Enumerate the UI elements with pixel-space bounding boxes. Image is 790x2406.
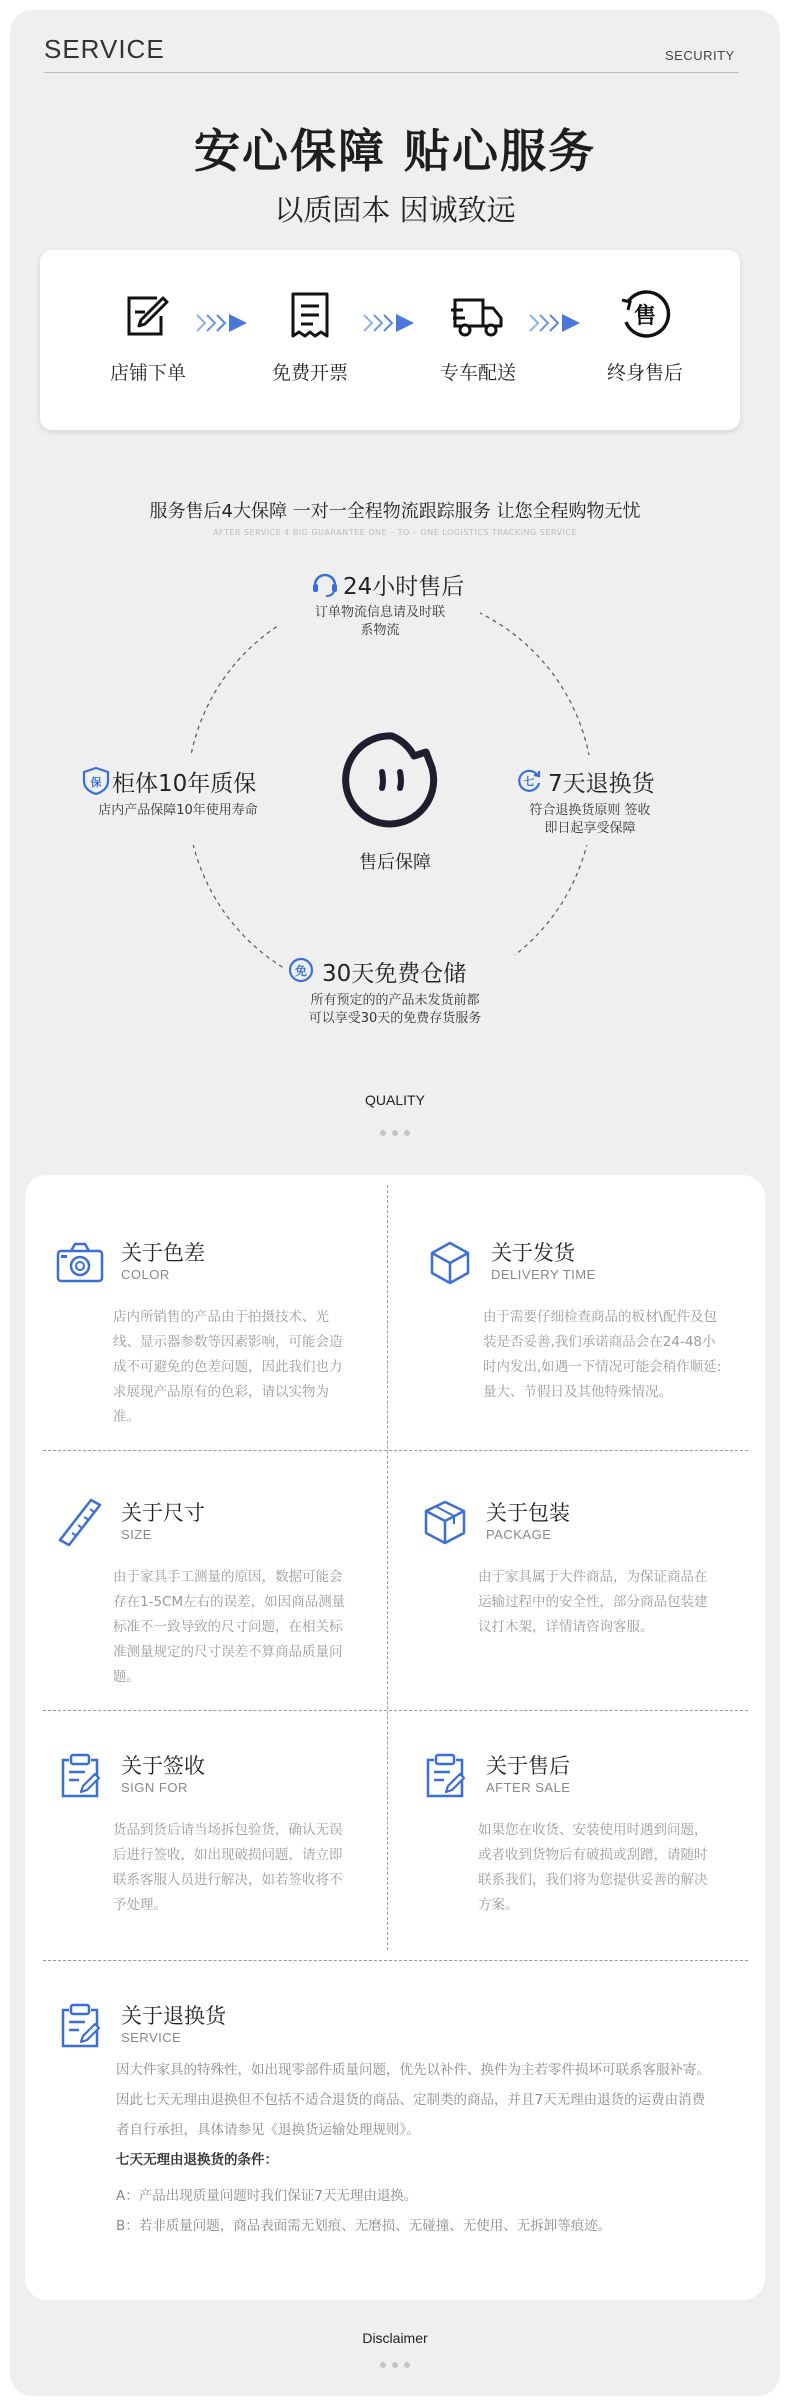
pagination-dots — [372, 2362, 418, 2370]
condition-b: B：若非质量问题，商品表面需无划痕、无磨损、无碰撞、无使用、无拆卸等痕迹。 — [116, 2218, 612, 2234]
node-24h-desc-line2: 系物流 — [360, 623, 400, 638]
step-delivery — [418, 250, 538, 430]
step-order-label: 店铺下单 — [109, 362, 186, 384]
body-line: 运输过程中的安全性，部分商品包装建 — [478, 1594, 708, 1610]
return-exchange-icon — [515, 766, 543, 794]
delivery-truck-icon — [451, 288, 505, 342]
node-warranty-desc-line1: 店内产品保障10年使用寿命 — [98, 803, 258, 818]
section-return — [55, 2000, 735, 2060]
section-package-en: PACKAGE — [486, 1527, 552, 1542]
package-box-icon — [420, 1497, 470, 1547]
ruler-icon — [55, 1497, 105, 1547]
section-size — [55, 1497, 375, 1697]
body-line: 存在1-5CM左右的误差，如因商品测量 — [113, 1594, 346, 1610]
node-storage-desc — [270, 992, 520, 1028]
pagination-dots — [372, 1130, 418, 1138]
node-24h-desc-line1: 订单物流信息请及时联 — [314, 605, 445, 620]
clipboard-sign-icon — [420, 1750, 470, 1800]
section-sign-body — [113, 1818, 375, 1918]
section-package-body — [478, 1565, 758, 1640]
section-after-sale — [420, 1750, 750, 1950]
shield-warranty-icon — [82, 766, 110, 796]
dot — [404, 2362, 410, 2368]
body-line: 装是否妥善,我们承诺商品会在24-48小 — [483, 1334, 716, 1350]
body-line: 准测量规定的尺寸误差不算商品质量问 — [113, 1644, 343, 1660]
clipboard-sign-icon — [55, 1750, 105, 1800]
step-order — [88, 250, 208, 430]
section-color-en: COLOR — [121, 1267, 170, 1282]
body-line: 准。 — [113, 1409, 140, 1425]
body-line: 因此七天无理由退换但不包括不适合退货的商品、定制类的商品，并且7天无理由退货的运费由消费 — [116, 2092, 706, 2108]
section-return-title: 关于退换货 — [121, 2004, 226, 2028]
node-storage-desc-line1: 所有预定的的产品未发货前都 — [310, 993, 480, 1008]
free-storage-icon — [288, 957, 314, 983]
section-delivery — [425, 1237, 755, 1437]
body-line: 货品到货后请当场拆包验货，确认无误 — [113, 1822, 343, 1838]
dot — [380, 2362, 386, 2368]
body-line: 标准不一致导致的尺寸问题，在相关标 — [113, 1619, 343, 1635]
grid-divider-vertical — [387, 1185, 388, 1950]
body-line: 由于家具属于大件商品，为保证商品在 — [478, 1569, 708, 1585]
body-line: 由于需要仔细检查商品的板材\配件及包 — [483, 1309, 718, 1325]
section-sign-en: SIGN FOR — [121, 1780, 188, 1795]
body-line: 后进行签收，如出现破损问题，请立即 — [113, 1847, 343, 1863]
cube-icon — [425, 1237, 475, 1287]
body-line: 店内所销售的产品由于拍摄技术、光 — [113, 1309, 329, 1325]
conditions-title: 七天无理由退换货的条件： — [116, 2152, 278, 2168]
headset-icon — [310, 568, 340, 598]
quality-label: QUALITY — [365, 1092, 425, 1108]
svg-text:免: 免 — [294, 964, 308, 978]
page-subtitle: 以质固本 因诚致远 — [274, 193, 516, 227]
node-storage-title: 30天免费仓储 — [322, 961, 467, 987]
section-return-en: SERVICE — [121, 2030, 182, 2045]
node-return-desc-line1: 符合退换货原则 签收 — [529, 803, 651, 818]
header-divider — [44, 72, 739, 73]
section-delivery-title: 关于发货 — [491, 1241, 575, 1265]
step-after-sale — [585, 250, 705, 430]
receipt-icon — [283, 288, 337, 342]
body-line: 线、显示器参数等因素影响，可能会造 — [113, 1334, 343, 1350]
process-steps-card — [40, 250, 740, 430]
body-line: 时内发出,如遇一下情况可能会稍作顺延: — [483, 1359, 722, 1375]
header-security-label: SECURITY — [665, 48, 735, 63]
section-color-body — [113, 1305, 375, 1430]
node-return-desc — [510, 802, 670, 838]
section-size-en: SIZE — [121, 1527, 152, 1542]
body-line: 联系客服人员进行解决，如若签收将不 — [113, 1872, 343, 1888]
section-return-body — [116, 2055, 756, 2241]
body-line: 方案。 — [478, 1897, 519, 1913]
mascot-chat-icon — [342, 730, 442, 830]
center-label: 售后保障 — [359, 852, 431, 873]
svg-text:售: 售 — [633, 304, 657, 329]
step-invoice-label: 免费开票 — [271, 362, 348, 384]
svg-text:保: 保 — [90, 776, 102, 789]
node-return-title: 7天退换货 — [548, 771, 655, 797]
svg-text:七: 七 — [523, 775, 535, 788]
dot — [392, 1130, 398, 1136]
step-delivery-label: 专车配送 — [439, 362, 516, 384]
section-after-sale-en: AFTER SALE — [486, 1780, 571, 1795]
section-color — [55, 1237, 375, 1437]
section-delivery-en: DELIVERY TIME — [491, 1267, 596, 1282]
body-line: 联系我们，我们将为您提供妥善的解决 — [478, 1872, 708, 1888]
body-line: 由于家具手工测量的原因，数据可能会 — [113, 1569, 343, 1585]
section-sign-title: 关于签收 — [121, 1754, 205, 1778]
body-line: 或者收到货物后有破损或刮蹭，请随时 — [478, 1847, 708, 1863]
clipboard-sign-icon — [55, 2000, 105, 2050]
node-24h-title: 24小时售后 — [343, 574, 465, 600]
policy-card — [25, 1175, 765, 2300]
section-size-body — [113, 1565, 375, 1690]
body-line: 议打木架，详情请咨询客服。 — [478, 1619, 654, 1635]
grid-divider-2 — [43, 1710, 748, 1711]
section-color-title: 关于色差 — [121, 1241, 205, 1265]
order-edit-icon — [121, 288, 175, 342]
node-return-desc-line2: 即日起享受保障 — [544, 821, 636, 836]
grid-divider-3 — [43, 1960, 748, 1961]
section-size-title: 关于尺寸 — [121, 1501, 205, 1525]
body-line: 予处理。 — [113, 1897, 167, 1913]
dot — [404, 1130, 410, 1136]
step-invoice — [250, 250, 370, 430]
node-warranty-title: 柜体10年质保 — [112, 771, 257, 797]
node-24h-desc — [290, 604, 470, 640]
grid-divider-1 — [43, 1450, 748, 1451]
section-delivery-body — [483, 1305, 763, 1405]
header-service-label: SERVICE — [44, 34, 165, 64]
body-line: 量大、节假日及其他特殊情况。 — [483, 1384, 672, 1400]
page-title: 安心保障 贴心服务 — [193, 124, 596, 178]
camera-icon — [55, 1237, 105, 1287]
dot — [392, 2362, 398, 2368]
body-line: 因大件家具的特殊性，如出现零部件质量问题，优先以补件、换件为主若零件损坏可联系客服补寄。 — [116, 2062, 710, 2078]
section-package — [420, 1497, 750, 1697]
condition-a: A：产品出现质量问题时我们保证7天无理由退换。 — [116, 2188, 418, 2204]
node-warranty-desc — [78, 802, 278, 820]
body-line: 成不可避免的色差问题，因此我们也力 — [113, 1359, 343, 1375]
section-package-title: 关于包装 — [486, 1501, 570, 1525]
disclaimer-label: Disclaimer — [362, 2330, 428, 2346]
node-storage-desc-line2: 可以享受30天的免费存货服务 — [308, 1011, 482, 1026]
step-after-sale-label: 终身售后 — [606, 362, 683, 384]
services-title: 服务售后4大保障 一对一全程物流跟踪服务 让您全程购物无忧 — [149, 501, 641, 522]
body-line: 如果您在收货、安装使用时遇到问题， — [478, 1822, 708, 1838]
body-line: 题。 — [113, 1669, 140, 1685]
section-after-sale-body — [478, 1818, 758, 1918]
section-sign-for — [55, 1750, 375, 1950]
section-after-sale-title: 关于售后 — [486, 1754, 570, 1778]
body-line: 者自行承担，具体请参见《退换货运输处理规则》。 — [116, 2122, 420, 2138]
after-sale-badge-icon — [618, 288, 672, 342]
body-line: 求展现产品原有的色彩，请以实物为 — [113, 1384, 329, 1400]
dot — [380, 1130, 386, 1136]
services-subtitle: AFTER SERVICE 4 BIG GUARANTEE ONE – TO – ONE LOGISTICS TRACKING SERVICE — [213, 528, 577, 537]
